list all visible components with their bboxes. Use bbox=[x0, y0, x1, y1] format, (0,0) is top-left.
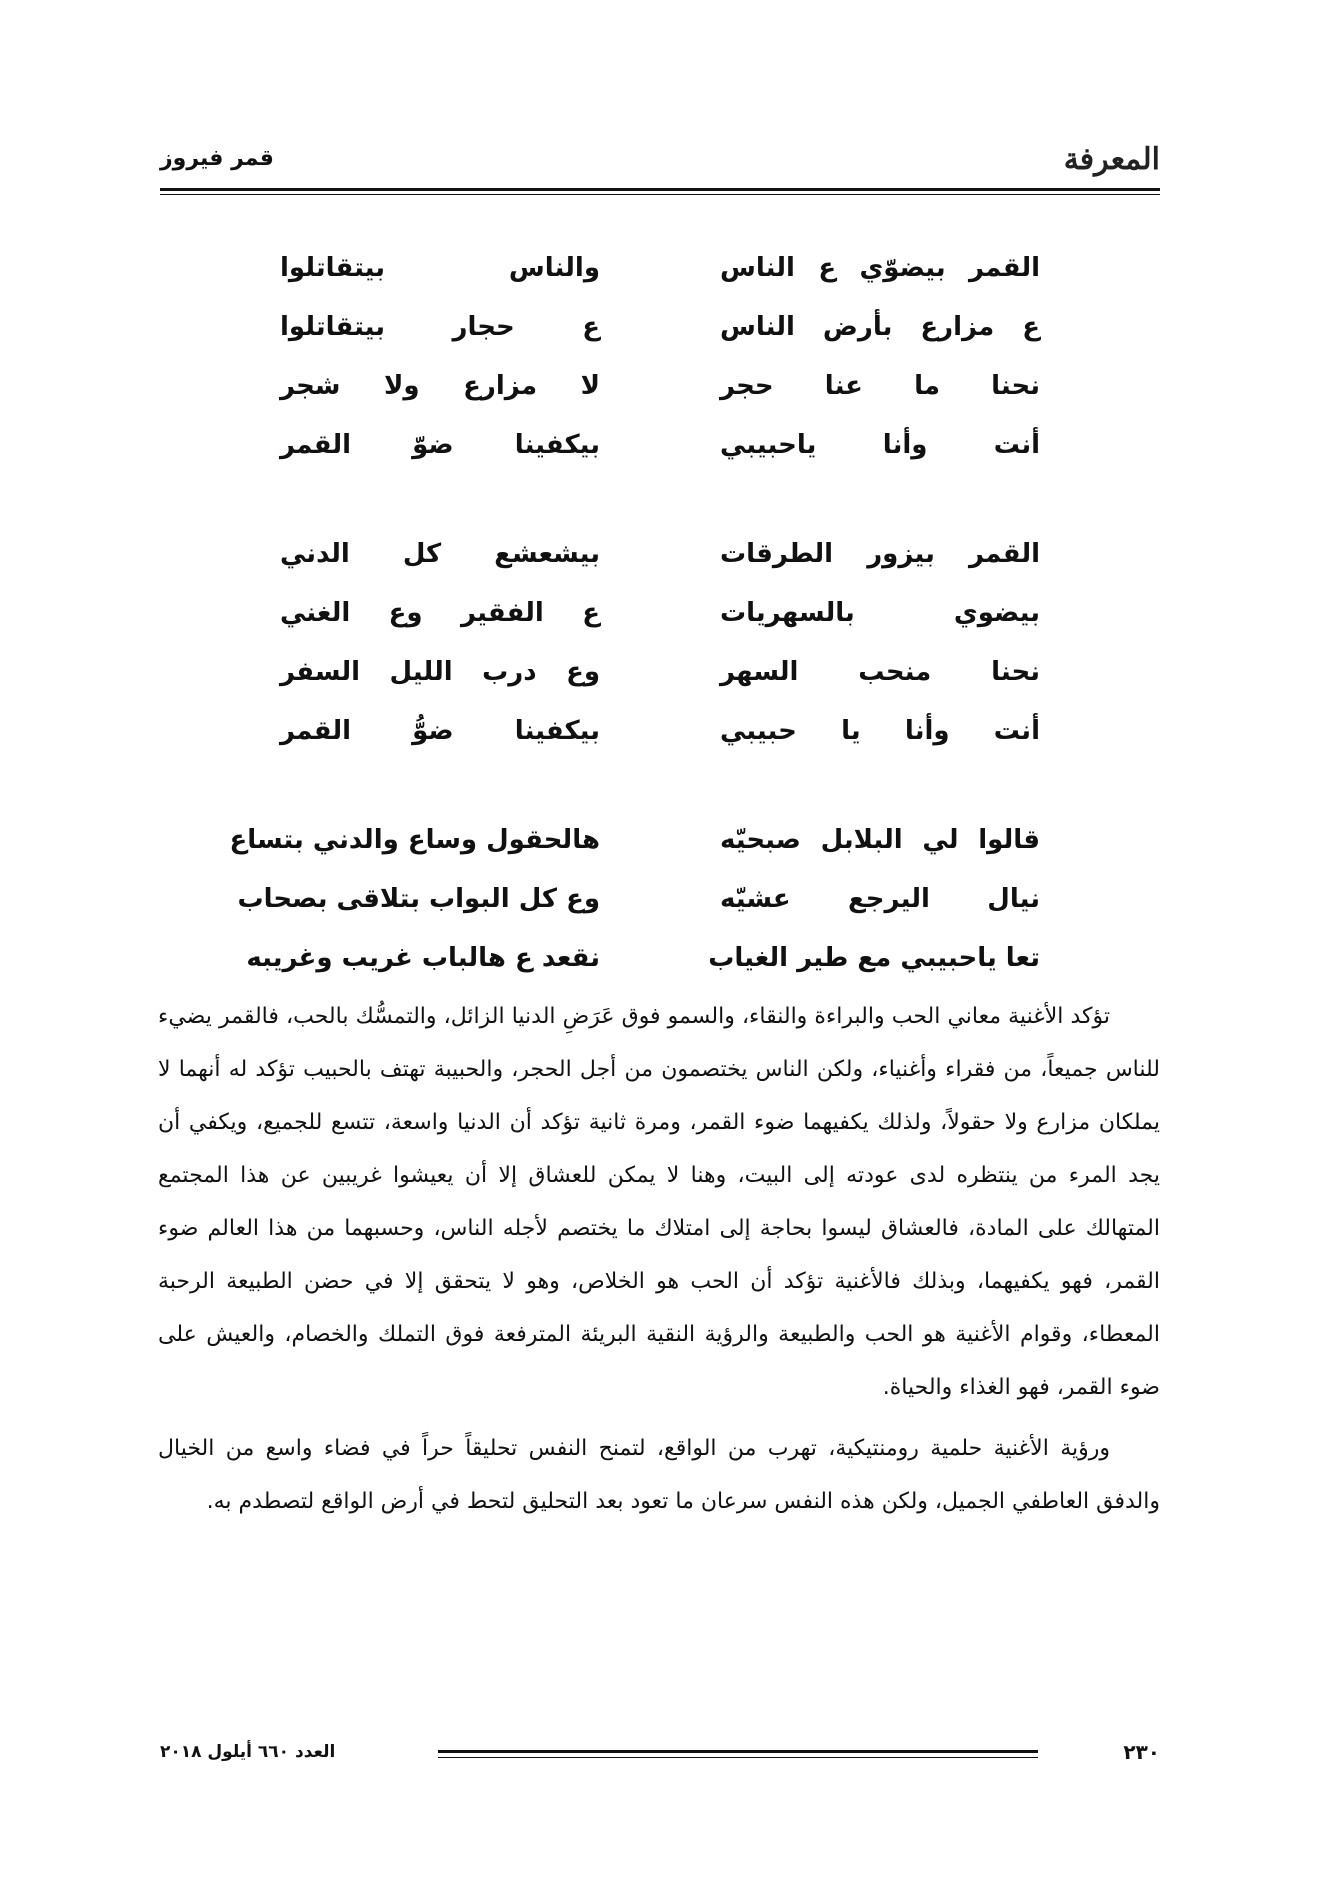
verse-line bbox=[280, 297, 1040, 356]
issue-info: العدد ٦٦٠ أيلول ٢٠١٨ bbox=[160, 1742, 336, 1762]
hemistich-second: بيكفينا ضوّ القمر bbox=[280, 429, 600, 460]
verse-line bbox=[280, 524, 1040, 583]
hemistich-first: نيال اليرجع عشيّه bbox=[720, 883, 1040, 914]
hemistich-second: وع كل البواب بتلاقى بصحاب bbox=[237, 883, 600, 914]
hemistich-first: نحنا ما عنا حجر bbox=[720, 370, 1040, 401]
hemistich-first: تعا ياحبيبي مع طير الغياب bbox=[708, 942, 1040, 973]
poem-stanza bbox=[280, 238, 1040, 474]
hemistich-second: بيكفينا ضوُّ القمر bbox=[280, 715, 600, 746]
verse-line bbox=[246, 928, 1040, 987]
verse-line bbox=[237, 869, 1040, 928]
poem bbox=[229, 238, 1040, 1037]
hemistich-second: ع حجار بيتقاتلوا bbox=[280, 311, 600, 342]
hemistich-second: ع الفقير وع الغني bbox=[280, 597, 600, 628]
verse-line bbox=[280, 583, 1040, 642]
hemistich-first: أنت وأنا يا حبيبي bbox=[720, 715, 1040, 746]
hemistich-second: بيشعشع كل الدني bbox=[280, 538, 600, 569]
body-paragraph: ورؤية الأغنية حلمية رومنتيكية، تهرب من الواقع، لتمنح النفس تحليقاً حراً في فضاء واسع من الخيال والدفق العاطفي الجميل، ولكن هذه النفس سرعان ما تعود بعد التحليق لتحط في أرض الواقع لتصطدم به. bbox=[158, 1436, 1160, 1514]
hemistich-second: لا مزارع ولا شجر bbox=[280, 370, 600, 401]
hemistich-second: وع درب الليل السفر bbox=[280, 656, 600, 687]
hemistich-second: نقعد ع هالباب غريب وغريبه bbox=[246, 942, 600, 973]
verse-line bbox=[280, 415, 1040, 474]
hemistich-first: بيضوي بالسهريات bbox=[720, 597, 1040, 628]
hemistich-first: أنت وأنا ياحبيبي bbox=[720, 429, 1040, 460]
body-paragraph: تؤكد الأغنية معاني الحب والبراءة والنقاء، والسمو فوق عَرَضِ الدنيا الزائل، والتمسُّك بالحب، فالقمر يضيء للناس جميعاً، من فقراء وأغنياء، ولكن الناس يختصمون من أجل الحجر، والحبيبة تهتف بالحبيب تؤكد له أنهما لا يملكان مزارع ولا حقولاً، ولذلك يكفيهما ضوء القمر، ومرة ثانية تؤكد أن الدنيا واسعة، تتسع للجميع، ويكفي أن يجد المرء من ينتظره لدى عودته إلى البيت، وهنا لا يمكن للعشاق إلا أن يعيشوا غريبين عن هذا المجتمع المتهالك على المادة، فالعشاق ليسوا بحاجة إلى امتلاك ما يختصم لأجله الناس، وحسبهما من هذا العالم ضوء القمر، فهو يكفيهما، وبذلك فالأغنية تؤكد أن الحب هو الخلاص، وهو لا يتحقق إلا في حضن الطبيعة الرحبة المعطاء، وقوام الأغنية هو الحب والطبيعة والرؤية النقية البريئة المترفعة فوق التملك والخصام، والعيش على ضوء القمر، فهو الغذاء والحياة. bbox=[158, 1004, 1160, 1400]
magazine-logo: المعرفة bbox=[1063, 142, 1160, 177]
verse-line bbox=[280, 701, 1040, 760]
article-body bbox=[158, 990, 1160, 1536]
page-header bbox=[160, 138, 1160, 190]
verse-line bbox=[280, 238, 1040, 297]
verse-line bbox=[229, 810, 1040, 869]
poem-stanza bbox=[229, 810, 1040, 987]
header-divider bbox=[160, 188, 1160, 191]
running-title: قمر فيروز bbox=[160, 146, 274, 171]
header-divider-thin bbox=[160, 194, 1160, 195]
hemistich-second: هالحقول وساع والدني بتساع bbox=[229, 824, 600, 855]
poem-stanza bbox=[280, 524, 1040, 760]
verse-line bbox=[280, 356, 1040, 415]
verse-line bbox=[280, 642, 1040, 701]
hemistich-first: القمر بيضوّي ع الناس bbox=[720, 252, 1040, 283]
hemistich-first: نحنا منحب السهر bbox=[720, 656, 1040, 687]
page-number: ٢٣٠ bbox=[1123, 1740, 1160, 1764]
hemistich-first: قالوا لي البلابل صبحيّه bbox=[720, 824, 1040, 855]
page-footer bbox=[160, 1740, 1160, 1770]
hemistich-first: ع مزارع بأرض الناس bbox=[720, 311, 1040, 342]
hemistich-second: والناس بيتقاتلوا bbox=[280, 252, 600, 283]
hemistich-first: القمر بيزور الطرقات bbox=[720, 538, 1040, 569]
